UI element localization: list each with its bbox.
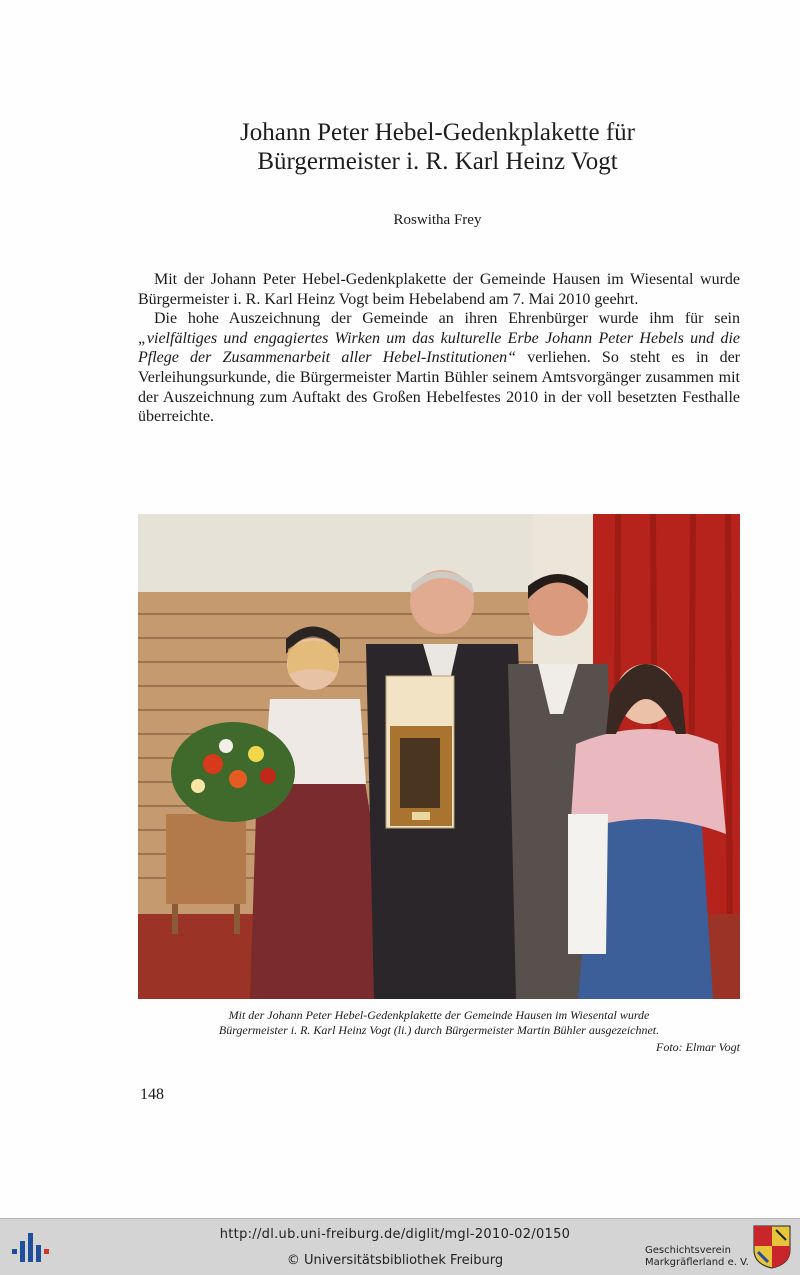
caption-line-1: Mit der Johann Peter Hebel-Gedenkplakette der Gemeinde Hausen im Wiesental wurde [228,1008,650,1022]
caption-line-2: Bürgermeister i. R. Karl Heinz Vogt (li.) durch Bürgermeister Martin Bühler ausgezeichnet. [218,1023,660,1037]
award-photo [138,514,740,999]
paragraph-1: Mit der Johann Peter Hebel-Gedenkplakette der Gemeinde Hausen im Wiesental wurde Bürgermeister i. R. Karl Heinz Vogt beim Hebelabend am 7. Mai 2010 geehrt. [138,271,740,308]
society-line-2: Markgräflerland e. V. [645,1257,749,1268]
article-body [138,270,740,427]
paragraph-2 [138,309,740,427]
copyright-notice: © Universitätsbibliothek Freiburg [286,1253,504,1268]
paragraph-2-end: verliehen. So steht es in der Verleihungsurkunde, die Bürgermeister Martin Bühler seinem Amtsvorgänger zusammen mit der Auszeichnung zum Auftakt des Großen Hebelfestes 2010 in der voll besetzten Festhalle überreichte. [138,349,740,426]
library-footer [0,1218,800,1275]
society-name [645,1245,749,1269]
paragraph-2-start: Die hohe Auszeichnung der Gemeinde an ihren Ehrenbürger wurde ihm für sein [154,310,740,328]
title-line-2: Bürgermeister i. R. Karl Heinz Vogt [257,148,618,175]
title-line-1: Johann Peter Hebel-Gedenkplakette für [240,119,635,146]
article-title [130,118,745,176]
paragraph-2-quote: „vielfältiges und engagiertes Wirken um das kulturelle Erbe Johann Peter Hebels und die Pflege der Zusammenarbeit aller Hebel-Institutionen“ [138,329,740,367]
page-number: 148 [140,1086,164,1103]
society-line-1: Geschichtsverein [645,1245,731,1256]
coat-of-arms-icon [752,1224,792,1270]
ub-freiburg-logo-icon [10,1227,50,1267]
permalink-url[interactable]: http://dl.ub.uni-freiburg.de/diglit/mgl-2010-02/0150 [219,1227,571,1242]
article-author: Roswitha Frey [393,212,482,228]
figure-caption [138,1008,740,1038]
photo-credit: Foto: Elmar Vogt [656,1040,740,1054]
